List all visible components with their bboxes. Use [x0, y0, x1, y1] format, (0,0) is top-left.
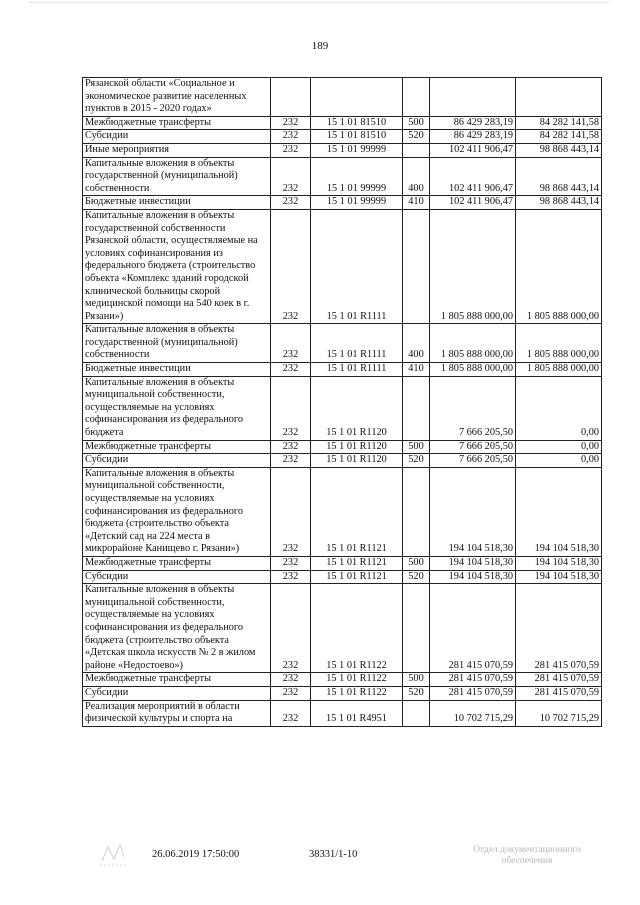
- table-row: [83, 584, 602, 673]
- table-row: [83, 570, 602, 584]
- scan-stamp-mark: [98, 841, 128, 871]
- table-row: [83, 209, 602, 323]
- row-amount-planned: 194 104 518,30: [430, 467, 516, 556]
- table-row: [83, 556, 602, 570]
- row-amount-planned: 1 805 888 000,00: [430, 324, 516, 363]
- row-name: Капитальные вложения в объекты муниципальной собственности, осуществляемые на условиях софинансирования из федерального бюджета (строительство объекта «Детская школа искусств № 2 в жилом районе «Недостоево»): [83, 584, 271, 673]
- row-name: Реализация мероприятий в области физической культуры и спорта на: [83, 700, 271, 726]
- row-name: Иные мероприятия: [83, 143, 271, 157]
- row-target-article: 15 1 01 R1120: [311, 376, 403, 440]
- budget-table-body: [83, 78, 602, 727]
- row-expense-type: 400: [403, 157, 430, 196]
- table-row: [83, 700, 602, 726]
- row-amount-planned: 194 104 518,30: [430, 570, 516, 584]
- row-ministry-code: 232: [271, 556, 311, 570]
- row-amount-planned: 281 415 070,59: [430, 584, 516, 673]
- row-amount-planned: 102 411 906,47: [430, 157, 516, 196]
- row-expense-type: 410: [403, 363, 430, 377]
- row-expense-type: [403, 143, 430, 157]
- row-expense-type: [403, 467, 430, 556]
- row-target-article: 15 1 01 99999: [311, 143, 403, 157]
- row-amount-executed: 1 805 888 000,00: [516, 209, 602, 323]
- row-amount-planned: 86 429 283,19: [430, 116, 516, 130]
- row-ministry-code: 232: [271, 143, 311, 157]
- row-expense-type: 500: [403, 556, 430, 570]
- row-name: Капитальные вложения в объекты муниципальной собственности, осуществляемые на условиях софинансирования из федерального бюджета: [83, 376, 271, 440]
- row-amount-planned: 10 702 715,29: [430, 700, 516, 726]
- page-number: 189: [311, 40, 329, 52]
- row-expense-type: 520: [403, 454, 430, 468]
- row-amount-planned: 86 429 283,19: [430, 130, 516, 144]
- table-row: [83, 376, 602, 440]
- table-row: [83, 454, 602, 468]
- row-expense-type: [403, 78, 430, 117]
- footer-document-number: 38331/1-10: [309, 849, 358, 860]
- row-amount-planned: [430, 78, 516, 117]
- row-amount-executed: 98 868 443,14: [516, 143, 602, 157]
- row-expense-type: [403, 209, 430, 323]
- row-amount-executed: 281 415 070,59: [516, 584, 602, 673]
- table-row: [83, 440, 602, 454]
- row-target-article: 15 1 01 R1120: [311, 454, 403, 468]
- row-name: Межбюджетные трансферты: [83, 673, 271, 687]
- row-expense-type: 500: [403, 116, 430, 130]
- row-amount-executed: [516, 78, 602, 117]
- row-target-article: 15 1 01 R1121: [311, 570, 403, 584]
- row-amount-executed: 0,00: [516, 454, 602, 468]
- row-ministry-code: 232: [271, 440, 311, 454]
- row-amount-executed: 84 282 141,58: [516, 116, 602, 130]
- row-target-article: 15 1 01 R1122: [311, 673, 403, 687]
- footer-datetime: 26.06.2019 17:50:00: [152, 849, 240, 860]
- row-amount-planned: 7 666 205,50: [430, 376, 516, 440]
- row-amount-executed: 10 702 715,29: [516, 700, 602, 726]
- row-amount-planned: 1 805 888 000,00: [430, 209, 516, 323]
- row-name: Капитальные вложения в объекты государственной (муниципальной) собственности: [83, 157, 271, 196]
- table-row: [83, 196, 602, 210]
- row-target-article: 15 1 01 99999: [311, 157, 403, 196]
- row-target-article: 15 1 01 99999: [311, 196, 403, 210]
- scan-edge-line: [30, 2, 610, 5]
- row-ministry-code: 232: [271, 116, 311, 130]
- table-row: [83, 116, 602, 130]
- row-expense-type: [403, 376, 430, 440]
- table-row: [83, 467, 602, 556]
- row-expense-type: 520: [403, 570, 430, 584]
- row-amount-planned: 281 415 070,59: [430, 673, 516, 687]
- row-name: Субсидии: [83, 570, 271, 584]
- row-ministry-code: 232: [271, 324, 311, 363]
- row-amount-executed: 1 805 888 000,00: [516, 324, 602, 363]
- row-name: Субсидии: [83, 454, 271, 468]
- row-target-article: 15 1 01 R4951: [311, 700, 403, 726]
- row-target-article: 15 1 01 R1120: [311, 440, 403, 454]
- row-target-article: 15 1 01 R1121: [311, 556, 403, 570]
- table-row: [83, 673, 602, 687]
- row-target-article: 15 1 01 R1122: [311, 686, 403, 700]
- row-ministry-code: 232: [271, 363, 311, 377]
- row-ministry-code: 232: [271, 686, 311, 700]
- row-amount-executed: 194 104 518,30: [516, 570, 602, 584]
- row-ministry-code: 232: [271, 209, 311, 323]
- row-ministry-code: 232: [271, 584, 311, 673]
- table-row: [83, 324, 602, 363]
- row-name: Бюджетные инвестиции: [83, 196, 271, 210]
- row-name: Бюджетные инвестиции: [83, 363, 271, 377]
- row-expense-type: 520: [403, 130, 430, 144]
- row-amount-planned: 1 805 888 000,00: [430, 363, 516, 377]
- row-target-article: 15 1 01 R1111: [311, 209, 403, 323]
- department-stamp: Отдел документационного обеспечения: [473, 845, 581, 866]
- budget-table: [82, 77, 602, 727]
- row-name: Субсидии: [83, 130, 271, 144]
- row-amount-executed: 194 104 518,30: [516, 556, 602, 570]
- row-amount-executed: 0,00: [516, 440, 602, 454]
- row-amount-planned: 102 411 906,47: [430, 196, 516, 210]
- row-expense-type: 410: [403, 196, 430, 210]
- row-name: Межбюджетные трансферты: [83, 556, 271, 570]
- row-ministry-code: 232: [271, 467, 311, 556]
- row-amount-executed: 98 868 443,14: [516, 196, 602, 210]
- row-target-article: 15 1 01 R1122: [311, 584, 403, 673]
- row-ministry-code: 232: [271, 157, 311, 196]
- row-amount-planned: 194 104 518,30: [430, 556, 516, 570]
- row-name: Капитальные вложения в объекты государственной собственности Рязанской области, осуществляемые на условиях софинансирования из федерального бюджета (строительство объекта «Комплекс зданий городской клинической больницы скорой медицинской помощи на 540 коек в г. Рязани»): [83, 209, 271, 323]
- row-amount-executed: 0,00: [516, 376, 602, 440]
- row-name: Рязанской области «Социальное и экономическое развитие населенных пунктов в 2015 - 2020 годах»: [83, 78, 271, 117]
- row-expense-type: [403, 584, 430, 673]
- table-row: [83, 143, 602, 157]
- row-target-article: [311, 78, 403, 117]
- table-row: [83, 157, 602, 196]
- table-row: [83, 78, 602, 117]
- row-ministry-code: [271, 78, 311, 117]
- row-amount-planned: 7 666 205,50: [430, 440, 516, 454]
- row-ministry-code: 232: [271, 673, 311, 687]
- row-expense-type: [403, 700, 430, 726]
- row-name: Капитальные вложения в объекты муниципальной собственности, осуществляемые на условиях софинансирования из федерального бюджета (строительство объекта «Детский сад на 224 места в микрорайоне Канищево г. Рязани»): [83, 467, 271, 556]
- row-expense-type: 500: [403, 673, 430, 687]
- table-row: [83, 130, 602, 144]
- row-name: Межбюджетные трансферты: [83, 440, 271, 454]
- row-amount-executed: 281 415 070,59: [516, 673, 602, 687]
- row-expense-type: 520: [403, 686, 430, 700]
- row-amount-planned: 102 411 906,47: [430, 143, 516, 157]
- row-ministry-code: 232: [271, 376, 311, 440]
- row-target-article: 15 1 01 81510: [311, 116, 403, 130]
- row-target-article: 15 1 01 R1111: [311, 363, 403, 377]
- row-expense-type: 500: [403, 440, 430, 454]
- row-amount-executed: 98 868 443,14: [516, 157, 602, 196]
- row-ministry-code: 232: [271, 130, 311, 144]
- row-name: Капитальные вложения в объекты государственной (муниципальной) собственности: [83, 324, 271, 363]
- row-amount-executed: 1 805 888 000,00: [516, 363, 602, 377]
- row-amount-executed: 194 104 518,30: [516, 467, 602, 556]
- row-amount-planned: 7 666 205,50: [430, 454, 516, 468]
- row-expense-type: 400: [403, 324, 430, 363]
- row-ministry-code: 232: [271, 570, 311, 584]
- table-row: [83, 686, 602, 700]
- row-ministry-code: 232: [271, 196, 311, 210]
- row-ministry-code: 232: [271, 700, 311, 726]
- row-ministry-code: 232: [271, 454, 311, 468]
- page-footer: [0, 845, 640, 889]
- row-name: Субсидии: [83, 686, 271, 700]
- row-amount-executed: 281 415 070,59: [516, 686, 602, 700]
- row-amount-executed: 84 282 141,58: [516, 130, 602, 144]
- row-target-article: 15 1 01 81510: [311, 130, 403, 144]
- row-name: Межбюджетные трансферты: [83, 116, 271, 130]
- row-target-article: 15 1 01 R1111: [311, 324, 403, 363]
- row-amount-planned: 281 415 070,59: [430, 686, 516, 700]
- table-row: [83, 363, 602, 377]
- row-target-article: 15 1 01 R1121: [311, 467, 403, 556]
